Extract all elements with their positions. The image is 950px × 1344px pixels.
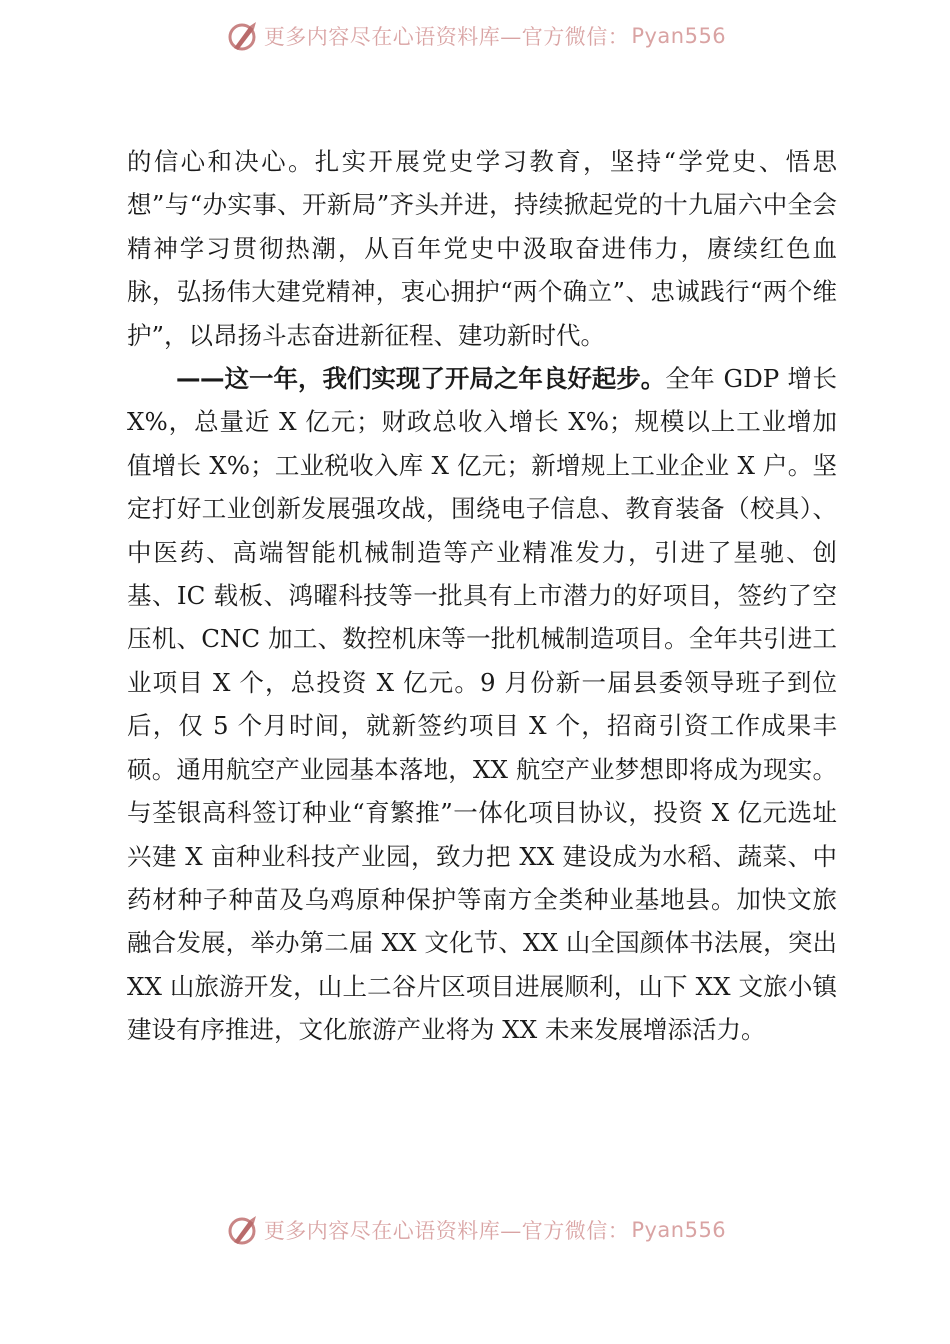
paragraph-2 (127, 357, 837, 1052)
header-wechat-id: Pyan556 (631, 24, 727, 48)
header-watermark (0, 14, 950, 58)
paragraph-1: 的信心和决心。扎实开展党史学习教育，坚持“学党史、悟思想”与“办实事、开新局”齐头并进，持续掀起党的十九届六中全会精神学习贯彻热潮，从百年党史中汲取奋进伟力，赓续红色血脉，弘扬伟大建党精神，衷心拥护“两个确立”、忠诚践行“两个维护”，以昂扬斗志奋进新征程、建功新时代。 (127, 147, 837, 350)
footer-watermark (0, 1208, 950, 1252)
paragraph-2-lead: ——这一年，我们实现了开局之年良好起步。 (176, 364, 666, 394)
pen-nib-circle-icon (224, 1212, 260, 1248)
paragraph-2-text: 全年 GDP 增长 X%，总量近 X 亿元；财政总收入增长 X%；规模以上工业增加值增长 X%；工业税收入库 X 亿元；新增规上工业企业 X 户。坚定打好工业创新发展强攻战，围绕电子信息、教育装备（校具）、中医药、高端智能机械制造等产业精准发力，引进了星驰、创基、IC 载板、鸿曜科技等一批具有上市潜力的好项目，签约了空压机、CNC 加工、数控机床等一批机械制造项目。全年共引进工业项目 X 个，总投资 X 亿元。9 月份新一届县委领导班子到位后，仅 5 个月时间，就新签约项目 X 个，招商引资工作成果丰硕。通用航空产业园基本落地，XX 航空产业梦想即将成为现实。与荃银高科签订种业“育繁推”一体化项目协议，投资 X 亿元选址兴建 X 亩种业科技产业园，致力把 XX 建设成为水稻、蔬菜、中药材种子种苗及乌鸡原种保护等南方全类种业基地县。加快文旅融合发展，举办第二届 XX 文化节、XX 山全国颜体书法展，突出 XX 山旅游开发，山上二谷片区项目进展顺利，山下 XX 文旅小镇建设有序推进，文化旅游产业将为 XX 未来发展增添活力。 (127, 364, 837, 1045)
header-watermark-text: 更多内容尽在心语资料库—官方微信： (263, 25, 630, 49)
footer-wechat-id: Pyan556 (631, 1218, 727, 1242)
document-body (127, 140, 837, 1052)
footer-watermark-text: 更多内容尽在心语资料库—官方微信： (263, 1219, 630, 1243)
pen-nib-circle-icon (224, 18, 260, 54)
